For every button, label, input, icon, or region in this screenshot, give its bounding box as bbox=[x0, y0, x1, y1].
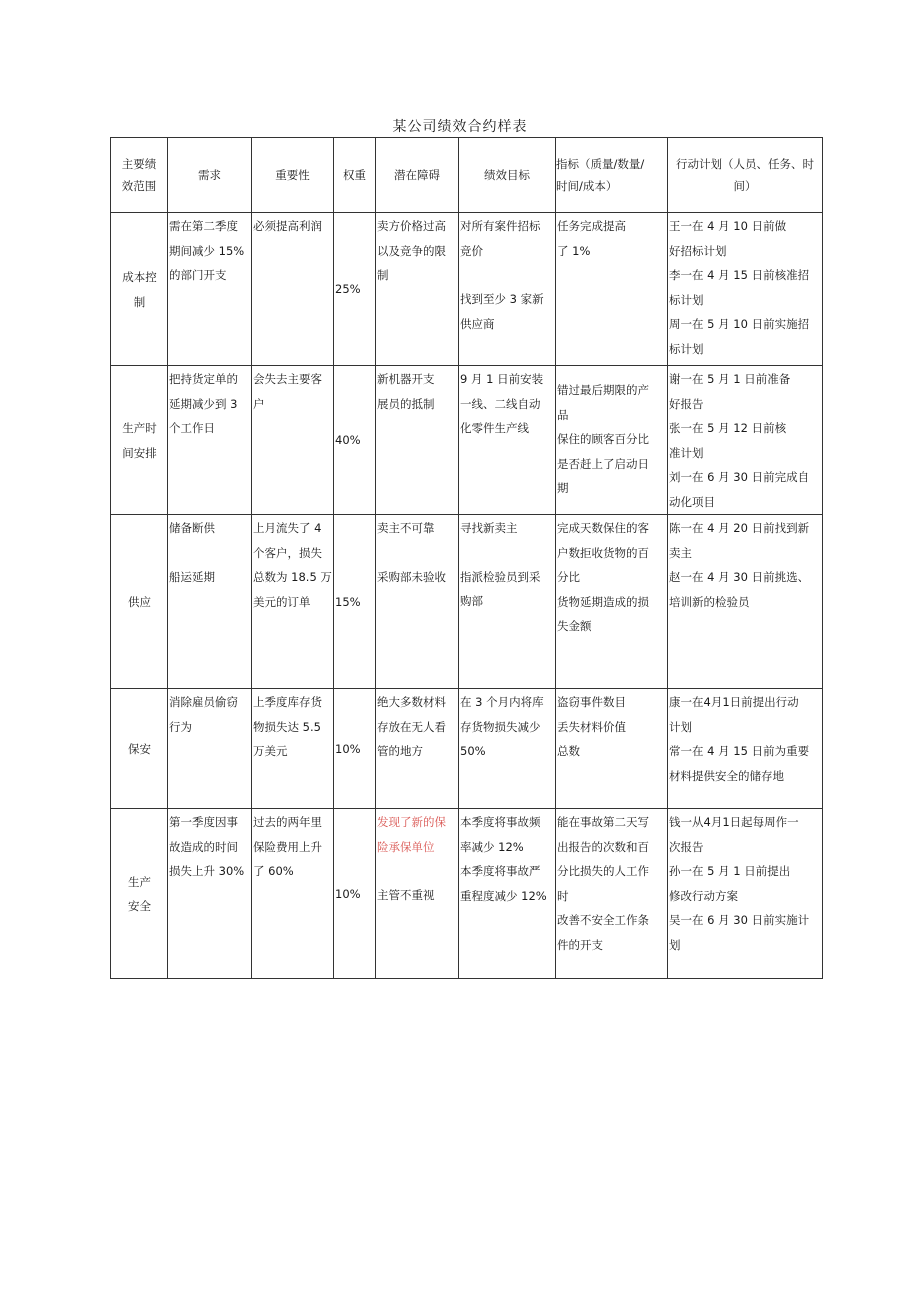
row-plan: 康一在4月1日前提出行动 计划 常一在 4 月 15 日前为重要 材料提供安全的储存地 bbox=[668, 689, 823, 809]
table-row bbox=[111, 366, 823, 515]
row-plan: 钱一从4月1日起每周作一 次报告 孙一在 5 月 1 日前提出 修改行动方案 吴一在 6 月 30 日前实施计 划 bbox=[668, 809, 823, 979]
row-goal: 9 月 1 日前安装 一线、二线自动 化零件生产线 bbox=[459, 366, 556, 515]
row-area: 生产时 间安排 bbox=[111, 366, 168, 515]
row-indicator: 完成天数保住的客 户数拒收货物的百 分比 货物延期造成的损 失金额 bbox=[556, 515, 668, 689]
row-importance: 上月流失了 4 个客户，损失 总数为 18.5 万 美元的订单 bbox=[252, 515, 334, 689]
row-goal: 在 3 个月内将库 存货物损失减少 50% bbox=[459, 689, 556, 809]
row-area: 供应 bbox=[111, 515, 168, 689]
row-indicator: 能在事故第二天写 出报告的次数和百 分比损失的人工作 时 改善不安全工作条 件的开支 bbox=[556, 809, 668, 979]
header-importance: 重要性 bbox=[252, 138, 334, 213]
row-weight: 10% bbox=[334, 809, 376, 979]
row-importance: 会失去主要客 户 bbox=[252, 366, 334, 515]
row-plan: 王一在 4 月 10 日前做 好招标计划 李一在 4 月 15 日前核准招 标计划 周一在 5 月 10 日前实施招 标计划 bbox=[668, 213, 823, 366]
row-weight: 10% bbox=[334, 689, 376, 809]
row-plan: 陈一在 4 月 20 日前找到新 卖主 赵一在 4 月 30 日前挑选、 培训新的检验员 bbox=[668, 515, 823, 689]
document-title: 某公司绩效合约样表 bbox=[392, 119, 528, 135]
row-indicator: 盗窃事件数目 丢失材料价值 总数 bbox=[556, 689, 668, 809]
table-row bbox=[111, 689, 823, 809]
row-need: 需在第二季度 期间减少 15% 的部门开支 bbox=[168, 213, 252, 366]
row-importance: 过去的两年里 保险费用上升 了 60% bbox=[252, 809, 334, 979]
row-area: 保安 bbox=[111, 689, 168, 809]
row-weight: 40% bbox=[334, 366, 376, 515]
header-need: 需求 bbox=[168, 138, 252, 213]
table-row bbox=[111, 515, 823, 689]
performance-contract-table bbox=[110, 137, 823, 979]
header-row bbox=[111, 138, 823, 213]
row-plan: 谢一在 5 月 1 日前准备 好报告 张一在 5 月 12 日前核 准计划 刘一在 6 月 30 日前完成自 动化项目 bbox=[668, 366, 823, 515]
row-obstacle: 卖主不可靠 采购部未验收 bbox=[376, 515, 459, 689]
row-obstacle: 新机器开支 展员的抵制 bbox=[376, 366, 459, 515]
row-obstacle: 发现了新的保 险承保单位 主管不重视 bbox=[376, 809, 459, 979]
row-weight: 25% bbox=[334, 213, 376, 366]
row-need: 储备断供 船运延期 bbox=[168, 515, 252, 689]
row-area: 成本控 制 bbox=[111, 213, 168, 366]
row-weight: 15% bbox=[334, 515, 376, 689]
row-need: 消除雇员偷窃 行为 bbox=[168, 689, 252, 809]
row-indicator: 错过最后期限的产 品 保住的顾客百分比 是否赶上了启动日 期 bbox=[556, 366, 668, 515]
row-obstacle: 卖方价格过高 以及竞争的限 制 bbox=[376, 213, 459, 366]
row-goal: 寻找新卖主 指派检验员到采 购部 bbox=[459, 515, 556, 689]
row-goal: 对所有案件招标 竞价 找到至少 3 家新 供应商 bbox=[459, 213, 556, 366]
row-obstacle: 绝大多数材料 存放在无人看 管的地方 bbox=[376, 689, 459, 809]
row-area: 生产 安全 bbox=[111, 809, 168, 979]
header-goal: 绩效目标 bbox=[459, 138, 556, 213]
header-obstacle: 潜在障碍 bbox=[376, 138, 459, 213]
row-importance: 上季度库存货 物损失达 5.5 万美元 bbox=[252, 689, 334, 809]
row-importance: 必须提高利润 bbox=[252, 213, 334, 366]
row-indicator: 任务完成提高 了 1% bbox=[556, 213, 668, 366]
header-indicator: 指标（质量/数量/ 时间/成本） bbox=[556, 138, 668, 213]
header-area: 主要绩 效范围 bbox=[111, 138, 168, 213]
header-weight: 权重 bbox=[334, 138, 376, 213]
header-plan: 行动计划（人员、任务、时 间） bbox=[668, 138, 823, 213]
table-row bbox=[111, 809, 823, 979]
row-goal: 本季度将事故频 率减少 12% 本季度将事故严 重程度减少 12% bbox=[459, 809, 556, 979]
table-row bbox=[111, 213, 823, 366]
row-need: 第一季度因事 故造成的时间 损失上升 30% bbox=[168, 809, 252, 979]
highlighted-obstacle: 发现了新的保 bbox=[377, 815, 446, 829]
row-need: 把持货定单的 延期减少到 3 个工作日 bbox=[168, 366, 252, 515]
